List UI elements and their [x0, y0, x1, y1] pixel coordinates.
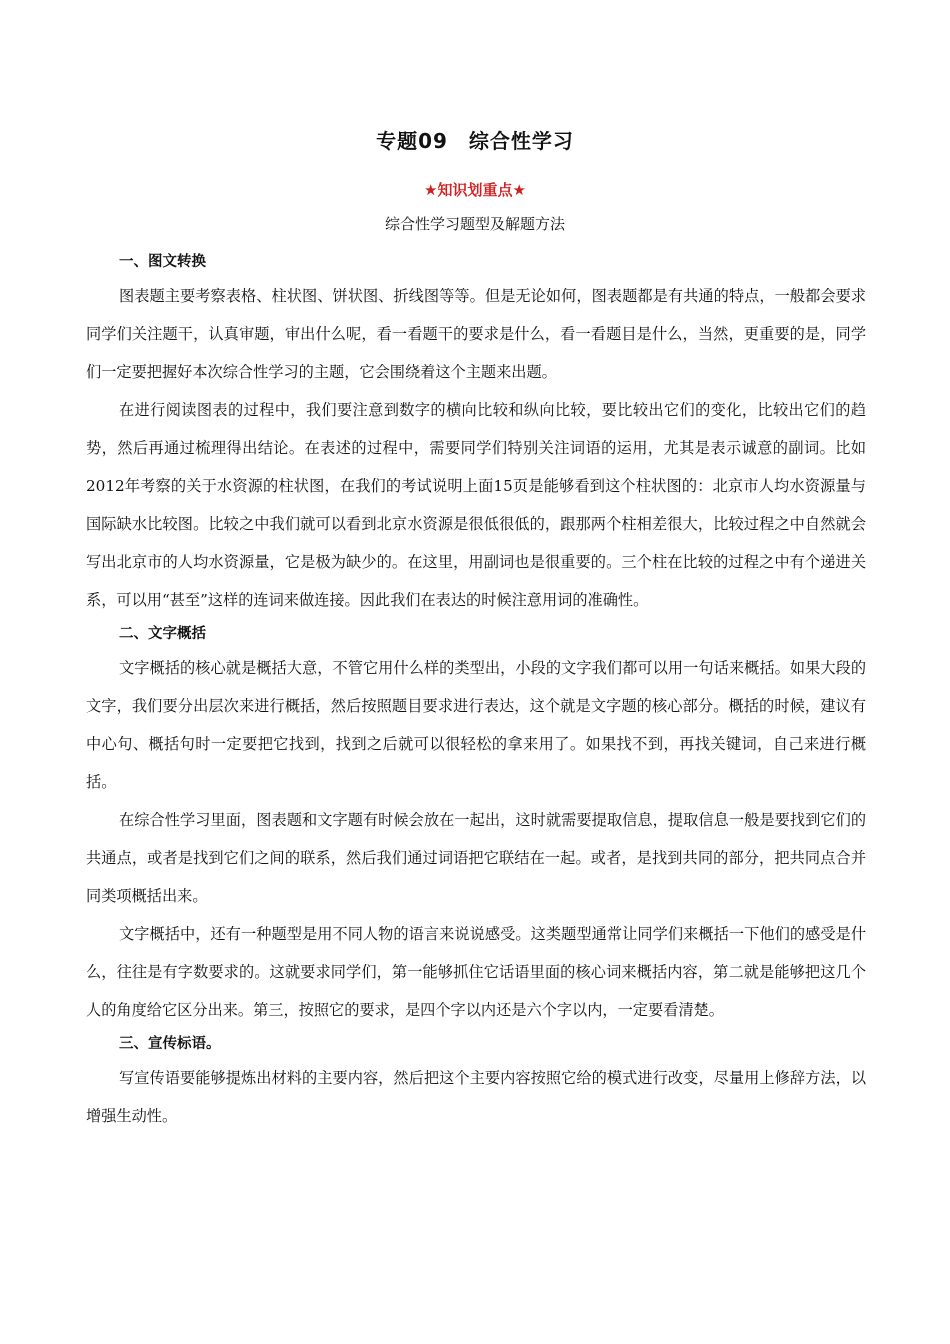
paragraph: 图表题主要考察表格、柱状图、饼状图、折线图等等。但是无论如何，图表题都是有共通的特点，一般都会要求同学们关注题干，认真审题，审出什么呢，看一看题干的要求是什么，看一看题目是什么，当然，更重要的是，同学们一定要把握好本次综合性学习的主题，它会围绕着这个主题来出题。 — [86, 287, 866, 381]
subtitle: 综合性学习题型及解题方法 — [384, 215, 565, 233]
paragraph: 写宣传语要能够提炼出材料的主要内容，然后把这个主要内容按照它给的模式进行改变，尽量用上修辞方法，以增强生动性。 — [86, 1069, 866, 1125]
document-body — [86, 247, 866, 1135]
paragraph: 在进行阅读图表的过程中，我们要注意到数字的横向比较和纵向比较，要比较出它们的变化，比较出它们的趋势，然后再通过梳理得出结论。在表述的过程中，需要同学们特别关注词语的运用，尤其是表示诚意的副词。比如2012年考察的关于水资源的柱状图，在我们的考试说明上面15页是能够看到这个柱状图的：北京市人均水资源量与国际缺水比较图。比较之中我们就可以看到北京水资源是很低很低的，跟那两个柱相差很大，比较过程之中自然就会写出北京市的人均水资源量，它是极为缺少的。在这里，用副词也是很重要的。三个柱在比较的过程之中有个递进关系，可以用“甚至”这样的连词来做连接。因此我们在表达的时候注意用词的准确性。 — [86, 401, 866, 609]
paragraph: 文字概括中，还有一种题型是用不同人物的语言来说说感受。这类题型通常让同学们来概括一下他们的感受是什么，往往是有字数要求的。这就要求同学们，第一能够抓住它话语里面的核心词来概括内容，第二就是能够把这几个人的角度给它区分出来。第三，按照它的要求，是四个字以内还是六个字以内，一定要看清楚。 — [86, 925, 866, 1019]
paragraph: 文字概括的核心就是概括大意，不管它用什么样的类型出，小段的文字我们都可以用一句话来概括。如果大段的文字，我们要分出层次来进行概括，然后按照题目要求进行表达，这个就是文字题的核心部分。概括的时候，建议有中心句、概括句时一定要把它找到，找到之后就可以很轻松的拿来用了。如果找不到，再找关键词，自己来进行概括。 — [86, 659, 866, 791]
page-title: 专题09 综合性学习 — [376, 129, 574, 153]
section-heading-2: 二、文字概括 — [119, 626, 206, 642]
highlight-banner: ★知识划重点★ — [424, 181, 526, 199]
section-heading-3: 三、宣传标语。 — [119, 1036, 221, 1052]
section-heading-1: 一、图文转换 — [119, 254, 206, 270]
paragraph: 在综合性学习里面，图表题和文字题有时候会放在一起出，这时就需要提取信息，提取信息一般是要找到它们的共通点，或者是找到它们之间的联系，然后我们通过词语把它联结在一起。或者，是找到共同的部分，把共同点合并同类项概括出来。 — [86, 811, 866, 905]
